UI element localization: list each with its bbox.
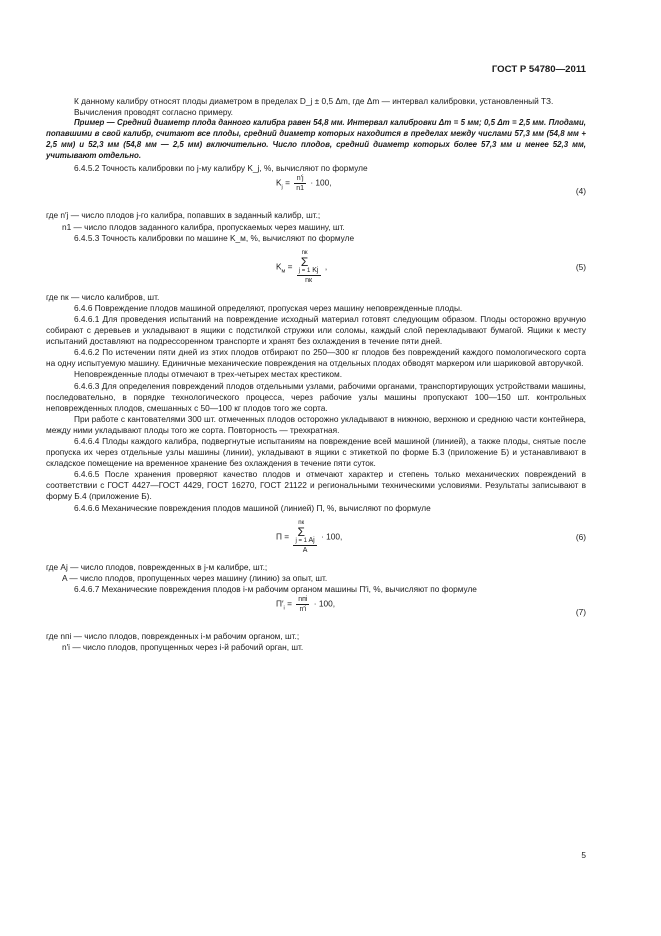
formula-5-num	[297, 250, 321, 276]
formula-4: $K_j$ = $\frac{n'j}{n1}$ · 100, (4)	[276, 175, 586, 197]
formula-6-num	[293, 520, 316, 546]
formula-6: П = nк Σ j = 1 Aj A · 100, (6)	[276, 519, 586, 554]
section-6-4-6-2: 6.4.6.2 По истечении пяти дней из этих плодов отбирают по 250—300 кг плодов без повреждений каждого помологического сорта на одну испытуемую машину. Единичные механические повреждения на отдельных плодах обводят маркером или шариковой авторучкой.	[46, 347, 586, 369]
formula-4-number: (4)	[575, 186, 586, 197]
sum-term: Kj	[312, 266, 319, 274]
formula-4-lhs: K	[276, 178, 282, 189]
sum-bottom: j = 1	[295, 537, 307, 544]
formula-6-lhs: П	[276, 531, 282, 542]
sum-top: nк	[301, 249, 308, 256]
formula-7-lhs: П′	[276, 598, 284, 609]
formula-4-fraction	[294, 174, 306, 193]
formula-7-tail: · 100,	[313, 598, 336, 609]
formula-5-tail: ,	[324, 261, 328, 272]
paragraph-calibre-definition: К данному калибру относят плоды диаметром в пределах D_j ± 0,5 Δm, где Δm — интервал калибровки, установленный ТЗ.	[74, 96, 554, 106]
formula-7: $П'_i$ = $\frac{\text{nпi}}{n'i}$ · 100, (7)	[276, 595, 586, 617]
formula-4-lhs-sub: j	[281, 184, 283, 191]
page-header: ГОСТ Р 54780—2011	[491, 64, 586, 75]
where-7a: где nпi — число плодов, поврежденных i-м рабочим органом, шт.;	[46, 630, 300, 641]
formula-5-fraction	[297, 250, 321, 285]
where-4a: где n′j — число плодов j-го калибра, попавших в заданный калибр, шт.;	[46, 210, 321, 221]
formula-5: $K_м$ = nк Σ j = 1 Kj nк , (5)	[276, 249, 586, 284]
section-6-4-6-3: 6.4.6.3 Для определения повреждений плодов отдельными узлами, рабочими органами, транспортирующих устройствами машины, последовательно, в порядке технологического процесса, через рабочие узлы машины пропускают 100—150 шт. контрольных неповрежденных плодов, смешанных с 50—100 кг плодов того же сорта.	[46, 380, 586, 413]
section-6-4-5-2: 6.4.5.2 Точность калибровки по j-му калибру K_j, %, вычисляют по формуле	[74, 163, 368, 174]
example-block: Пример — Средний диаметр плода данного калибра равен 54,8 мм. Интервал калибровки Δm = 5 мм; 0,5 Δm = 2,5 мм. Плодами, попавшими в свой калибр, считают все плоды, средний диаметр которых находится в пределах между числами 57,3 мм (54,8 мм + 2,5 мм) и 52,3 мм (54,8 мм — 2,5 мм) включительно. Число плодов, средний диаметр которых более 57,3 мм и менее 52,3 мм, учитывают отдельно.	[46, 118, 586, 160]
section-6-4-6-3-note: При работе с кантователями 300 шт. отмеченных плодов осторожно укладывают в нижнюю, верхнюю и среднюю части контейнера, между ними укладывают плоды того же сорта. Повторность — трехкратная.	[46, 413, 586, 435]
page-content	[46, 96, 586, 653]
where-4b: n1 — число плодов заданного калибра, пропускаемых через машину, шт.	[62, 221, 345, 232]
section-6-4-6-2-note: Неповрежденные плоды отмечают в трех-четырех местах крестиком.	[74, 369, 343, 380]
sum-term: Aj	[308, 536, 315, 544]
section-6-4-6-7: 6.4.6.7 Механические повреждения плодов i-м рабочим органом машины П′i, %, вычисляют по формуле	[74, 583, 477, 594]
section-6-4-6-4: 6.4.6.4 Плоды каждого калибра, подвергнутые испытаниям на повреждение всей машиной (линией), а также плоды, снятые после пропуска их через отдельные узлы машины (линии), укладывают в ящики с этикеткой по форме Б.3 (приложение Б) и устанавливают в складское помещение на временное хранение без охлаждения в течение пяти суток.	[46, 435, 586, 469]
paragraph-calc-note: Вычисления проводят согласно примеру.	[74, 107, 233, 118]
formula-7-lhs-sub: i	[283, 605, 285, 612]
formula-6-tail: · 100,	[321, 531, 343, 542]
section-6-4-6: 6.4.6 Повреждение плодов машиной определяют, пропуская через машину неповрежденные плоды.	[74, 302, 463, 313]
formula-4-tail: · 100,	[310, 178, 332, 189]
where-5: где nк — число калибров, шт.	[46, 291, 160, 302]
document-page	[46, 0, 586, 936]
formula-7-number: (7)	[575, 606, 586, 617]
formula-7-fraction	[296, 595, 309, 614]
formula-6-number: (6)	[575, 531, 586, 542]
formula-4-num: n′j	[294, 174, 306, 184]
formula-5-den: nк	[305, 276, 313, 284]
sum-bottom: j = 1	[298, 267, 311, 274]
formula-5-lhs: K	[276, 261, 282, 272]
formula-7-num: nпi	[298, 595, 308, 603]
section-6-4-6-1: 6.4.6.1 Для проведения испытаний на повреждение исходный материал готовят следующим образом. Плоды осторожно вручную собирают с деревьев и укладывают в ящики с подстилкой стружки или соломы, каждый слой перекладывают бумагой. Ящики к месту испытаний доставляют на подрессоренном транспорте и хранят без охлаждения в течение пяти дней.	[46, 313, 586, 347]
sum-symbol: nк Σ j = 1	[295, 519, 307, 544]
where-7b: n′i — число плодов, пропущенных через i-й рабочий орган, шт.	[62, 642, 304, 652]
section-6-4-6-5: 6.4.6.5 После хранения проверяют качество плодов и отмечают характер и степень только механических повреждений в соответствии с ГОСТ 4427—ГОСТ 4429, ГОСТ 16270, ГОСТ 21122 и региональными техническими условиями. Результаты записывают в форму Б.4 (приложение Б).	[46, 469, 586, 502]
where-6b: A — число плодов, пропущенных через машину (линию) за опыт, шт.	[62, 572, 328, 583]
formula-7-den: n′i	[299, 605, 307, 613]
section-6-4-5-3: 6.4.5.3 Точность калибровки по машине K_м, %, вычисляют по формуле	[74, 232, 355, 243]
page-number: 5	[581, 850, 586, 860]
section-6-4-6-6: 6.4.6.6 Механические повреждения плодов машиной (линией) П, %, вычисляют по формуле	[74, 502, 431, 513]
formula-5-number: (5)	[575, 261, 586, 272]
sum-symbol: nк Σ j = 1	[298, 249, 311, 274]
formula-6-den: A	[302, 546, 308, 554]
formula-6-fraction	[293, 520, 316, 555]
where-6a: где Aj — число плодов, поврежденных в j-м калибре, шт.;	[46, 561, 268, 572]
sum-top: nк	[298, 519, 305, 526]
formula-4-den: n1	[296, 185, 305, 193]
formula-5-lhs-sub: м	[281, 268, 286, 275]
